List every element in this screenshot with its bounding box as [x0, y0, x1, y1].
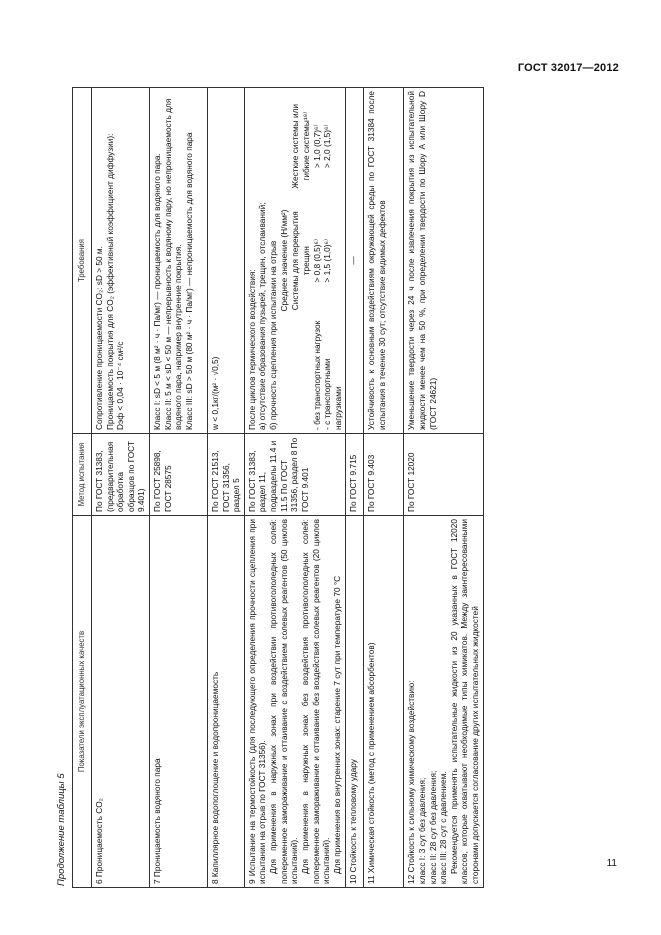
rotated-table-block — [56, 88, 621, 888]
method-cell: По ГОСТ 9.403 — [364, 434, 404, 516]
method-cell: По ГОСТ 9.715 — [346, 434, 364, 516]
requirement-cell: w < 0,1кг/(м² · √0,5) — [208, 88, 245, 434]
method-cell: По ГОСТ 25898, ГОСТ 28575 — [150, 434, 208, 516]
indicator-cell: 11 Химическая стойкость (метод с применением абсорбентов) — [364, 516, 404, 888]
requirement-cell: Устойчивость к основным воздействиям окружающей среды по ГОСТ 31384 после испытания в течение 30 сут; отсутствие видимых дефектов — [364, 88, 404, 434]
adhesion-subtable: Системы для перекрытия трещин Жесткие системы или гибкие системы¹⁸⁾ - без транспортных нагрузок > 0,8 (0,5)⁶⁾ > 1,0 (0,7)⁶⁾ - с транспортными нагрузками > 1,5 (1,0)⁶⁾ > 2,0 (1,5)⁶⁾ — [290, 103, 343, 430]
column-header: Показатели эксплуатационных качеств — [73, 516, 92, 888]
page-number: 11 — [606, 858, 617, 869]
standard-header: ГОСТ 32017—2012 — [517, 62, 619, 74]
column-header: Требования — [73, 88, 92, 434]
table-row — [364, 88, 404, 888]
method-cell: По ГОСТ 31383, (предварительная обработка образцов по ГОСТ 9.401) — [91, 434, 149, 516]
indicator-cell: 12 Стойкость к сильному химическому воздействию: класс I: 3 сут без давления; класс II: 28 сут без давления; класс III: 28 сут с давлением. Рекомендуется применять испытательные жидкости из 20 указанных в ГОСТ 12020 классов, которые охватывают необходимые типы химикатов. Между заинтересованными сторонами допускается согласование других испытательных жидкостей — [404, 516, 483, 888]
method-cell: По ГОСТ 12020 — [404, 434, 483, 516]
method-cell: По ГОСТ 31383, раздел 11, подразделы 11.4 и 11.5 По ГОСТ 31356, раздел 8 По ГОСТ 9.401 — [244, 434, 345, 516]
indicator-cell: 6 Проницаемость CO₂ — [91, 516, 149, 888]
table-row — [244, 88, 345, 888]
indicator-cell: 10 Стойкость к тепловому удару — [346, 516, 364, 888]
table-header-row — [73, 88, 92, 888]
table-caption: Продолжение таблицы 5 — [56, 773, 67, 886]
column-header: Метод испытания — [73, 434, 92, 516]
indicator-cell: 9 Испытание на термостойкость (для последующего определения прочности сцепления при испытании на отрыв по ГОСТ 31356). Для применения в наружных зонах при воздействии противогололедных солей: попеременное замораживание и оттаивание с воздействием солевых реагентов (50 циклов испытаний). Для применения в наружных зонах без воздействия противогололедных солей: попеременное замораживание и оттаивание без воздействия солевых реагентов (20 циклов испытаний). Для применения во внутренних зонах: старение 7 сут при температуре 70 °C — [244, 516, 345, 888]
requirement-cell: После циклов термического воздействия: а) отсутствие образования пузырей, трещин, отслаиваний; б) прочность сцепления при испытании на отрыв Среднее значение (Н/мм²) Системы для перекрытия трещин Жесткие системы или гибкие системы¹⁸⁾ - без транспортных нагрузок > 0,8 (0,5)⁶⁾ > 1,0 (0,7)⁶⁾ - с транспортными нагрузками > 1,5 (1,0)⁶⁾ > 2,0 (1,5)⁶⁾ — [244, 88, 345, 434]
indicator-cell: 7 Проницаемость водяного пара — [150, 516, 208, 888]
requirement-cell: Сопротивление проницаемости CO₂: sD > 50 м. Проницаемость покрытия для CO₂ (эффективный коэффициент диффузии): Dэф < 0,04 · 10⁻⁴ см²/с — [91, 88, 149, 434]
table-row — [91, 88, 149, 888]
table-row — [150, 88, 208, 888]
requirements-table — [72, 87, 484, 888]
requirement-cell: — — [346, 88, 364, 434]
table-row — [346, 88, 364, 888]
requirement-cell: Уменьшение твердости через 24 ч после извлечения покрытия из испытательной жидкости менее чем на 50 %, при определении твердости по Шору А или Шору D (ГОСТ 24621) — [404, 88, 483, 434]
indicator-cell: 8 Капиллярное водопоглощение и водопроницаемость — [208, 516, 245, 888]
table-row — [208, 88, 245, 888]
method-cell: По ГОСТ 21513, ГОСТ 31356, раздел 5 — [208, 434, 245, 516]
requirement-cell: Класс I: sD < 5 м (8 м² · ч · Па/мг) — проницаемость для водяного пара. Класс II: 5 м < sD < 50 м — непрерывность к водяному пару, но непроницаемость для водяного пара, например внутренние покрытия. Класс III: sD > 50 м (80 м² · ч · Па/мг) — непроницаемость для водяного пара — [150, 88, 208, 434]
table-row — [404, 88, 483, 888]
